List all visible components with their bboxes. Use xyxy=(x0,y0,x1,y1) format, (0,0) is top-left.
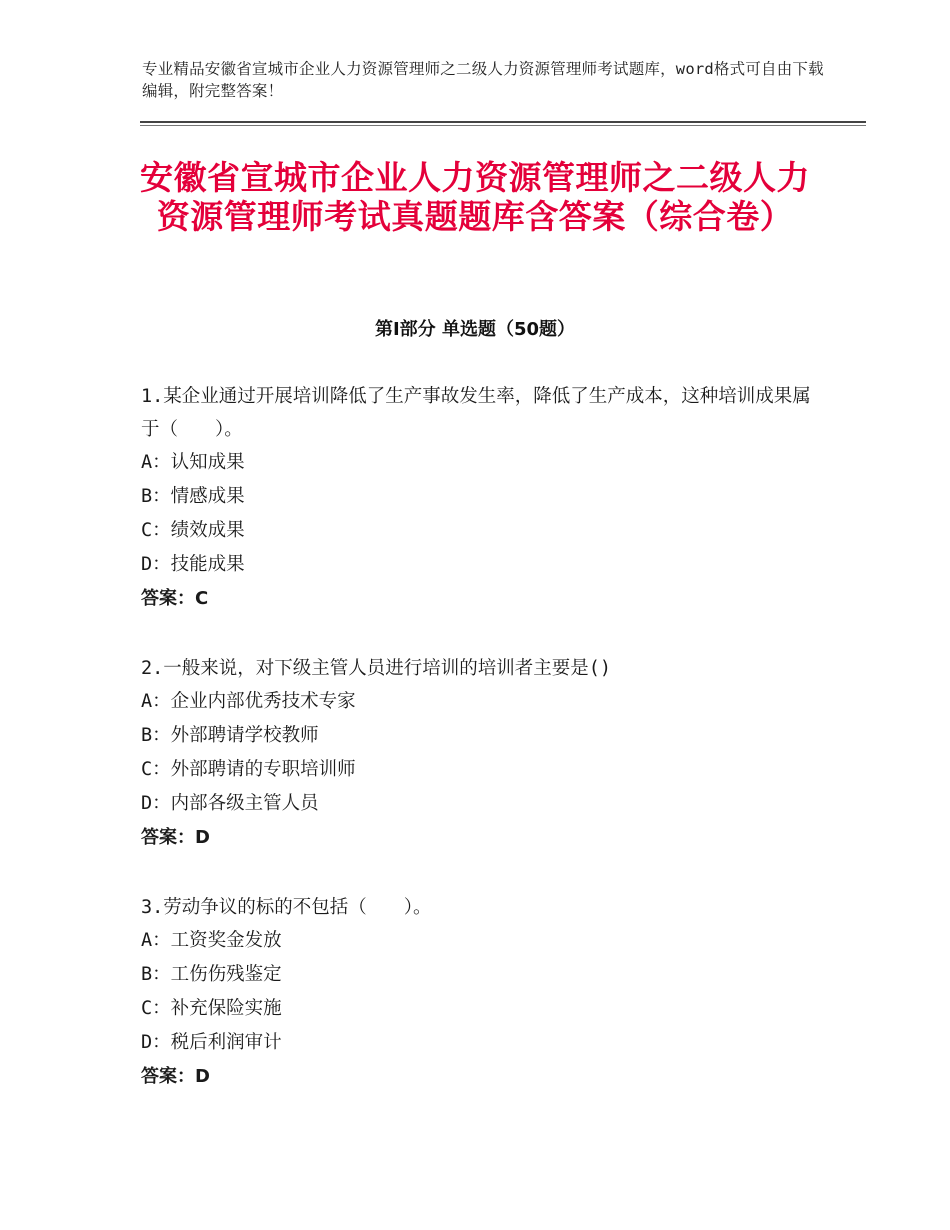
option-b: B：工伤伤残鉴定 xyxy=(141,964,282,985)
header-note: 专业精品安徽省宣城市企业人力资源管理师之二级人力资源管理师考试题库，word格式可自由下载编辑，附完整答案！ xyxy=(142,60,824,100)
document-title: 安徽省宣城市企业人力资源管理师之二级人力资源管理师考试真题题库含答案（综合卷） xyxy=(140,158,810,236)
option-b: B：外部聘请学校教师 xyxy=(141,725,319,746)
option-c: C：绩效成果 xyxy=(141,520,245,541)
answer: 答案：D xyxy=(141,827,210,848)
option-b: B：情感成果 xyxy=(141,486,245,507)
option-c: C：补充保险实施 xyxy=(141,998,282,1019)
option-c: C：外部聘请的专职培训师 xyxy=(141,759,356,780)
option-d: D：内部各级主管人员 xyxy=(141,793,319,814)
section-heading: 第Ⅰ部分 单选题（50题） xyxy=(374,319,575,340)
option-a: A：工资奖金发放 xyxy=(141,930,282,951)
option-d: D：税后利润审计 xyxy=(141,1032,282,1053)
question-1 xyxy=(141,380,821,616)
option-d: D：技能成果 xyxy=(141,554,245,575)
option-a: A：企业内部优秀技术专家 xyxy=(141,691,356,712)
question-stem: 1.某企业通过开展培训降低了生产事故发生率，降低了生产成本，这种培训成果属于（ ）。 xyxy=(141,386,811,440)
answer: 答案：D xyxy=(141,1066,210,1087)
question-2 xyxy=(141,652,821,855)
question-stem: 2.一般来说，对下级主管人员进行培训的培训者主要是() xyxy=(141,658,612,679)
answer: 答案：C xyxy=(141,588,209,609)
option-a: A：认知成果 xyxy=(141,452,245,473)
question-stem: 3.劳动争议的标的不包括（ ）。 xyxy=(141,897,432,918)
question-3 xyxy=(141,891,821,1094)
header-divider-thick xyxy=(140,121,866,123)
header-divider-thin xyxy=(140,125,866,126)
